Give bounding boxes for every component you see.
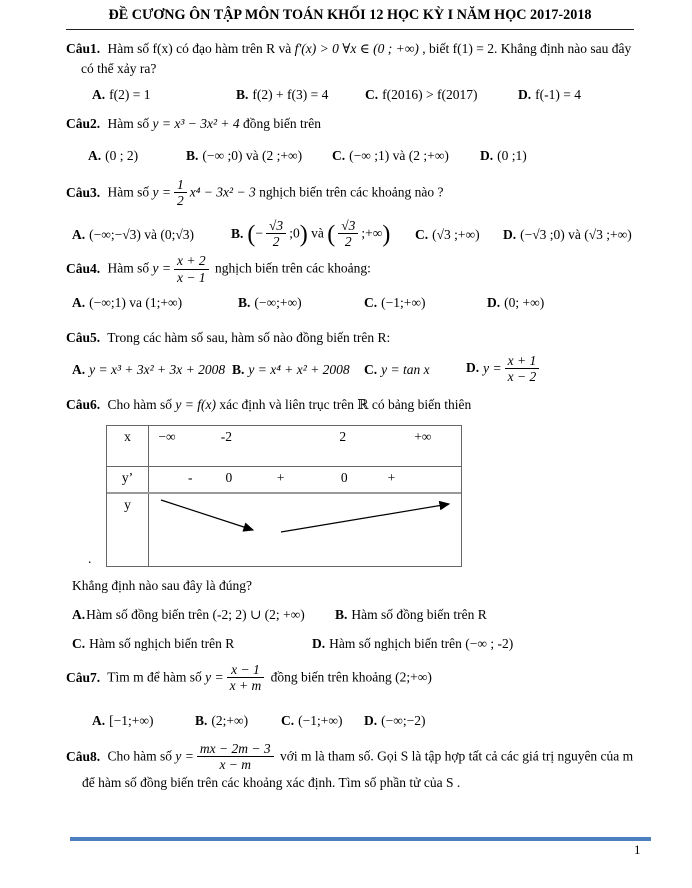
- option-c: [281, 710, 364, 732]
- question-6-options-row-2: [72, 634, 634, 653]
- question-7-text-a: Tìm m để hàm số: [107, 669, 202, 685]
- sign-zero-2: 0: [340, 469, 348, 485]
- question-6-formula: y = f(x): [175, 396, 216, 412]
- option-b: [232, 360, 364, 379]
- question-8-text-c: để hàm số đồng biến trên các khoảng xác định. Tìm số phần tử của S .: [82, 775, 461, 791]
- question-8-text: [66, 742, 634, 793]
- option-a: [72, 605, 335, 624]
- option-c: [364, 293, 487, 312]
- question-1: [66, 39, 634, 104]
- option-a-key: A.: [72, 294, 86, 310]
- table-header-y: y: [107, 494, 149, 566]
- fraction-denominator: 2: [272, 234, 280, 250]
- question-4-text: [66, 254, 634, 285]
- table-y-prime-values: [149, 467, 461, 492]
- question-8-text-a: Cho hàm số: [107, 748, 173, 764]
- table-x-values: [149, 426, 461, 466]
- option-d: [518, 85, 634, 104]
- question-6: [66, 395, 634, 653]
- fraction: [505, 353, 540, 384]
- question-3-text-a: Hàm số: [107, 184, 150, 200]
- option-d-pre: y =: [483, 360, 502, 376]
- close-paren: ): [299, 221, 308, 248]
- option-a-text: f(2) = 1: [109, 87, 151, 102]
- option-a-text: (−∞;1) va (1;+∞): [89, 294, 183, 310]
- option-a-key: A.: [88, 148, 102, 163]
- option-a-text: (−∞;−√3) và (0;√3): [89, 227, 195, 243]
- fraction-numerator: x + 2: [174, 253, 209, 269]
- question-4-label: Câu4.: [66, 261, 101, 277]
- option-c: [364, 360, 466, 379]
- option-b-key: B.: [232, 361, 245, 377]
- question-5-text: [66, 328, 634, 348]
- fraction: [338, 218, 358, 249]
- question-2-text-a: Hàm số: [107, 116, 150, 131]
- question-4-formula-pre: y =: [152, 261, 171, 277]
- question-1-text-c: có thể xảy ra?: [81, 61, 157, 76]
- option-d-text: f(-1) = 4: [535, 87, 581, 102]
- option-d: [487, 293, 634, 312]
- question-7-formula-pre: y =: [205, 669, 224, 685]
- option-c: [72, 634, 312, 653]
- option-c-text: (−1;+∞): [381, 294, 426, 310]
- option-b: [238, 293, 364, 312]
- option-b: [236, 85, 365, 104]
- option-b-text: y = x⁴ + x² + 2008: [248, 361, 350, 377]
- question-2-label: Câu2.: [66, 116, 101, 131]
- option-c: [332, 145, 480, 167]
- option-d-text: (0 ;1): [497, 148, 527, 163]
- question-3: [66, 178, 634, 250]
- question-1-label: Câu1.: [66, 41, 101, 56]
- option-d: [480, 145, 634, 167]
- question-6-text-2: Khẳng định nào sau đây là đúng?: [72, 577, 252, 593]
- option-b-text: f(2) + f(3) = 4: [252, 87, 329, 102]
- option-b: [335, 605, 634, 624]
- question-5: [66, 328, 634, 385]
- option-c-key: C.: [332, 148, 346, 163]
- question-7-label: Câu7.: [66, 669, 101, 685]
- question-3-options: [72, 219, 634, 250]
- x-value-minus-2: -2: [220, 428, 232, 444]
- question-3-label: Câu3.: [66, 184, 101, 200]
- option-b-key: B.: [195, 713, 208, 729]
- question-4-options: [72, 293, 634, 312]
- fraction-numerator: √3: [338, 218, 358, 234]
- decreasing-arrow: [161, 500, 253, 530]
- sign-zero-1: 0: [225, 469, 233, 485]
- question-8-text-b: với m là tham số. Gọi S là tập hợp tất cả các giá trị nguyên của m: [279, 748, 634, 764]
- option-a: [92, 85, 236, 104]
- question-4-text-a: Hàm số: [107, 261, 150, 277]
- option-b-minus: −: [255, 225, 264, 241]
- x-value-neg-infinity: −∞: [158, 428, 176, 444]
- option-a-key: A.: [72, 361, 86, 377]
- option-b-key: B.: [186, 148, 199, 163]
- option-d-text: (−∞;−2): [381, 713, 426, 729]
- table-y-arrows: [149, 494, 461, 566]
- option-a-key: A.: [72, 606, 86, 622]
- option-a-key: A.: [92, 87, 106, 102]
- x-value-pos-infinity: +∞: [414, 428, 432, 444]
- variation-table: [106, 425, 462, 567]
- question-6-label: Câu6.: [66, 396, 101, 412]
- option-c: [415, 225, 503, 244]
- option-c-text: Hàm số nghịch biến trên R: [89, 635, 235, 651]
- option-c-key: C.: [72, 635, 86, 651]
- option-b: [186, 145, 332, 167]
- option-c-key: C.: [415, 227, 429, 243]
- fraction-numerator: 1: [174, 177, 187, 193]
- question-3-formula-pre: y =: [152, 184, 171, 200]
- sign-minus: -: [188, 469, 193, 485]
- question-8: [66, 742, 634, 793]
- increasing-arrow: [281, 504, 449, 532]
- option-b-va: và: [311, 225, 324, 241]
- table-row-y-prime: [107, 467, 461, 494]
- option-b-text: (−∞;+∞): [254, 294, 302, 310]
- question-6-text: [66, 395, 634, 415]
- option-d: [503, 225, 634, 244]
- option-c-key: C.: [365, 87, 379, 102]
- option-a-key: A.: [72, 227, 86, 243]
- option-c-text: (−1;+∞): [298, 713, 343, 729]
- option-c-key: C.: [364, 294, 378, 310]
- option-d-text: Hàm số nghịch biến trên (−∞ ; -2): [329, 635, 514, 651]
- fraction-denominator: x − 2: [507, 368, 537, 384]
- option-c-key: C.: [281, 713, 295, 729]
- question-1-text-b: , biết f(1) = 2. Khẳng định nào sau đây: [422, 41, 632, 56]
- question-3-text: [66, 178, 634, 209]
- option-b-mid2: ;+∞: [361, 225, 383, 241]
- option-a: [88, 145, 186, 167]
- question-4-text-b: nghịch biến trên các khoảng:: [214, 261, 371, 277]
- question-5-text-a: Trong các hàm số sau, hàm số nào đồng biến trên R:: [107, 329, 391, 345]
- question-4: [66, 254, 634, 311]
- stray-period: .: [88, 550, 92, 566]
- option-d: [466, 354, 634, 385]
- option-a: [92, 710, 195, 732]
- fraction: [197, 741, 274, 772]
- option-b-key: B.: [236, 87, 249, 102]
- option-c-key: C.: [364, 361, 378, 377]
- fraction-denominator: x + m: [229, 677, 262, 693]
- question-1-text-a: Hàm số f(x) có đạo hàm trên R và: [107, 41, 292, 56]
- option-d-key: D.: [466, 360, 480, 376]
- fraction-numerator: x − 1: [227, 662, 265, 678]
- fraction-denominator: 2: [344, 234, 352, 250]
- x-value-2: 2: [339, 428, 347, 444]
- option-d-key: D.: [480, 148, 494, 163]
- option-c: [365, 85, 518, 104]
- sign-plus-1: +: [276, 469, 285, 485]
- question-6-text-a: Cho hàm số: [107, 396, 173, 412]
- fraction: [266, 218, 286, 249]
- question-2-text: [66, 114, 634, 134]
- option-d-text: (−√3 ;0) và (√3 ;+∞): [520, 227, 632, 243]
- table-header-y-prime: y’: [107, 467, 149, 492]
- footer-rule: [70, 837, 651, 841]
- option-d-key: D.: [312, 635, 326, 651]
- question-2: [66, 114, 634, 167]
- table-row-y: [107, 494, 461, 566]
- option-c-text: f(2016) > f(2017): [382, 87, 478, 102]
- question-7-options: [92, 710, 634, 732]
- variation-arrows-svg: [149, 494, 461, 566]
- option-a-text: Hàm số đồng biến trên (-2; 2) ∪ (2; +∞): [86, 606, 305, 622]
- option-b-key: B.: [335, 606, 348, 622]
- option-d-key: D.: [518, 87, 532, 102]
- question-1-options: [92, 85, 634, 104]
- option-d: [364, 710, 634, 732]
- fraction-denominator: x − m: [219, 757, 252, 773]
- option-d-text: (0; +∞): [504, 294, 545, 310]
- fraction: [174, 253, 209, 284]
- fraction-numerator: √3: [266, 218, 286, 234]
- fraction-numerator: x + 1: [505, 353, 540, 369]
- option-b-key: B.: [231, 225, 244, 241]
- question-5-label: Câu5.: [66, 329, 101, 345]
- fraction-denominator: 2: [177, 193, 184, 209]
- question-5-options: [72, 354, 634, 385]
- question-6-options-row-1: [72, 605, 634, 624]
- question-6-text-b: xác định và liên trục trên ℝ có bảng biến thiên: [219, 396, 472, 412]
- question-8-label: Câu8.: [66, 748, 101, 764]
- question-8-formula-pre: y =: [175, 748, 194, 764]
- option-c-text: y = tan x: [381, 361, 430, 377]
- fraction: [174, 177, 187, 208]
- option-d-key: D.: [487, 294, 501, 310]
- option-b: [195, 710, 281, 732]
- option-b-key: B.: [238, 294, 251, 310]
- option-a-text: [−1;+∞): [109, 713, 154, 729]
- option-b-text: Hàm số đồng biến trên R: [351, 606, 487, 622]
- question-7: [66, 663, 634, 732]
- option-d: [312, 634, 634, 653]
- option-d-key: D.: [503, 227, 517, 243]
- fraction-numerator: mx − 2m − 3: [197, 741, 274, 757]
- option-c-text: (√3 ;+∞): [432, 227, 480, 243]
- option-b-text: (−∞ ;0) và (2 ;+∞): [202, 148, 303, 163]
- question-3-formula-post: x⁴ − 3x² − 3: [189, 184, 256, 200]
- table-header-x: x: [107, 426, 149, 466]
- question-2-formula: y = x³ − 3x² + 4: [152, 116, 240, 131]
- question-2-text-b: đồng biến trên: [243, 116, 322, 131]
- question-1-text: [66, 39, 634, 79]
- option-b-mid1: ;0: [289, 225, 300, 241]
- question-2-options: [88, 145, 634, 167]
- question-3-text-b: nghịch biến trên các khoảng nào ?: [259, 184, 444, 200]
- open-paren: (: [327, 221, 336, 248]
- option-c-text: (−∞ ;1) và (2 ;+∞): [349, 148, 449, 163]
- option-a-text: y = x³ + 3x² + 3x + 2008: [89, 361, 226, 377]
- option-b: [231, 219, 415, 250]
- page-number: 1: [634, 842, 641, 857]
- option-a: [72, 225, 231, 244]
- option-a: [72, 293, 238, 312]
- option-a-key: A.: [92, 713, 106, 729]
- close-paren: ): [382, 221, 391, 248]
- open-paren: (: [247, 221, 256, 248]
- table-row-x: [107, 426, 461, 467]
- option-a-text: (0 ; 2): [105, 148, 139, 163]
- fraction-denominator: x − 1: [177, 269, 206, 285]
- option-a: [72, 360, 232, 379]
- option-d-key: D.: [364, 713, 378, 729]
- question-7-text: [66, 663, 634, 694]
- sign-plus-2: +: [387, 469, 396, 485]
- question-7-text-b: đồng biến trên khoảng (2;+∞): [270, 669, 432, 685]
- variation-table-wrap: [66, 425, 634, 567]
- fraction: [227, 662, 265, 693]
- page-title: ĐỀ CƯƠNG ÔN TẬP MÔN TOÁN KHỐI 12 HỌC KỲ I NĂM HỌC 2017-2018: [66, 7, 634, 30]
- option-b-text: (2;+∞): [211, 713, 249, 729]
- question-1-formula: f′(x) > 0 ∀x ∈ (0 ; +∞): [294, 41, 419, 56]
